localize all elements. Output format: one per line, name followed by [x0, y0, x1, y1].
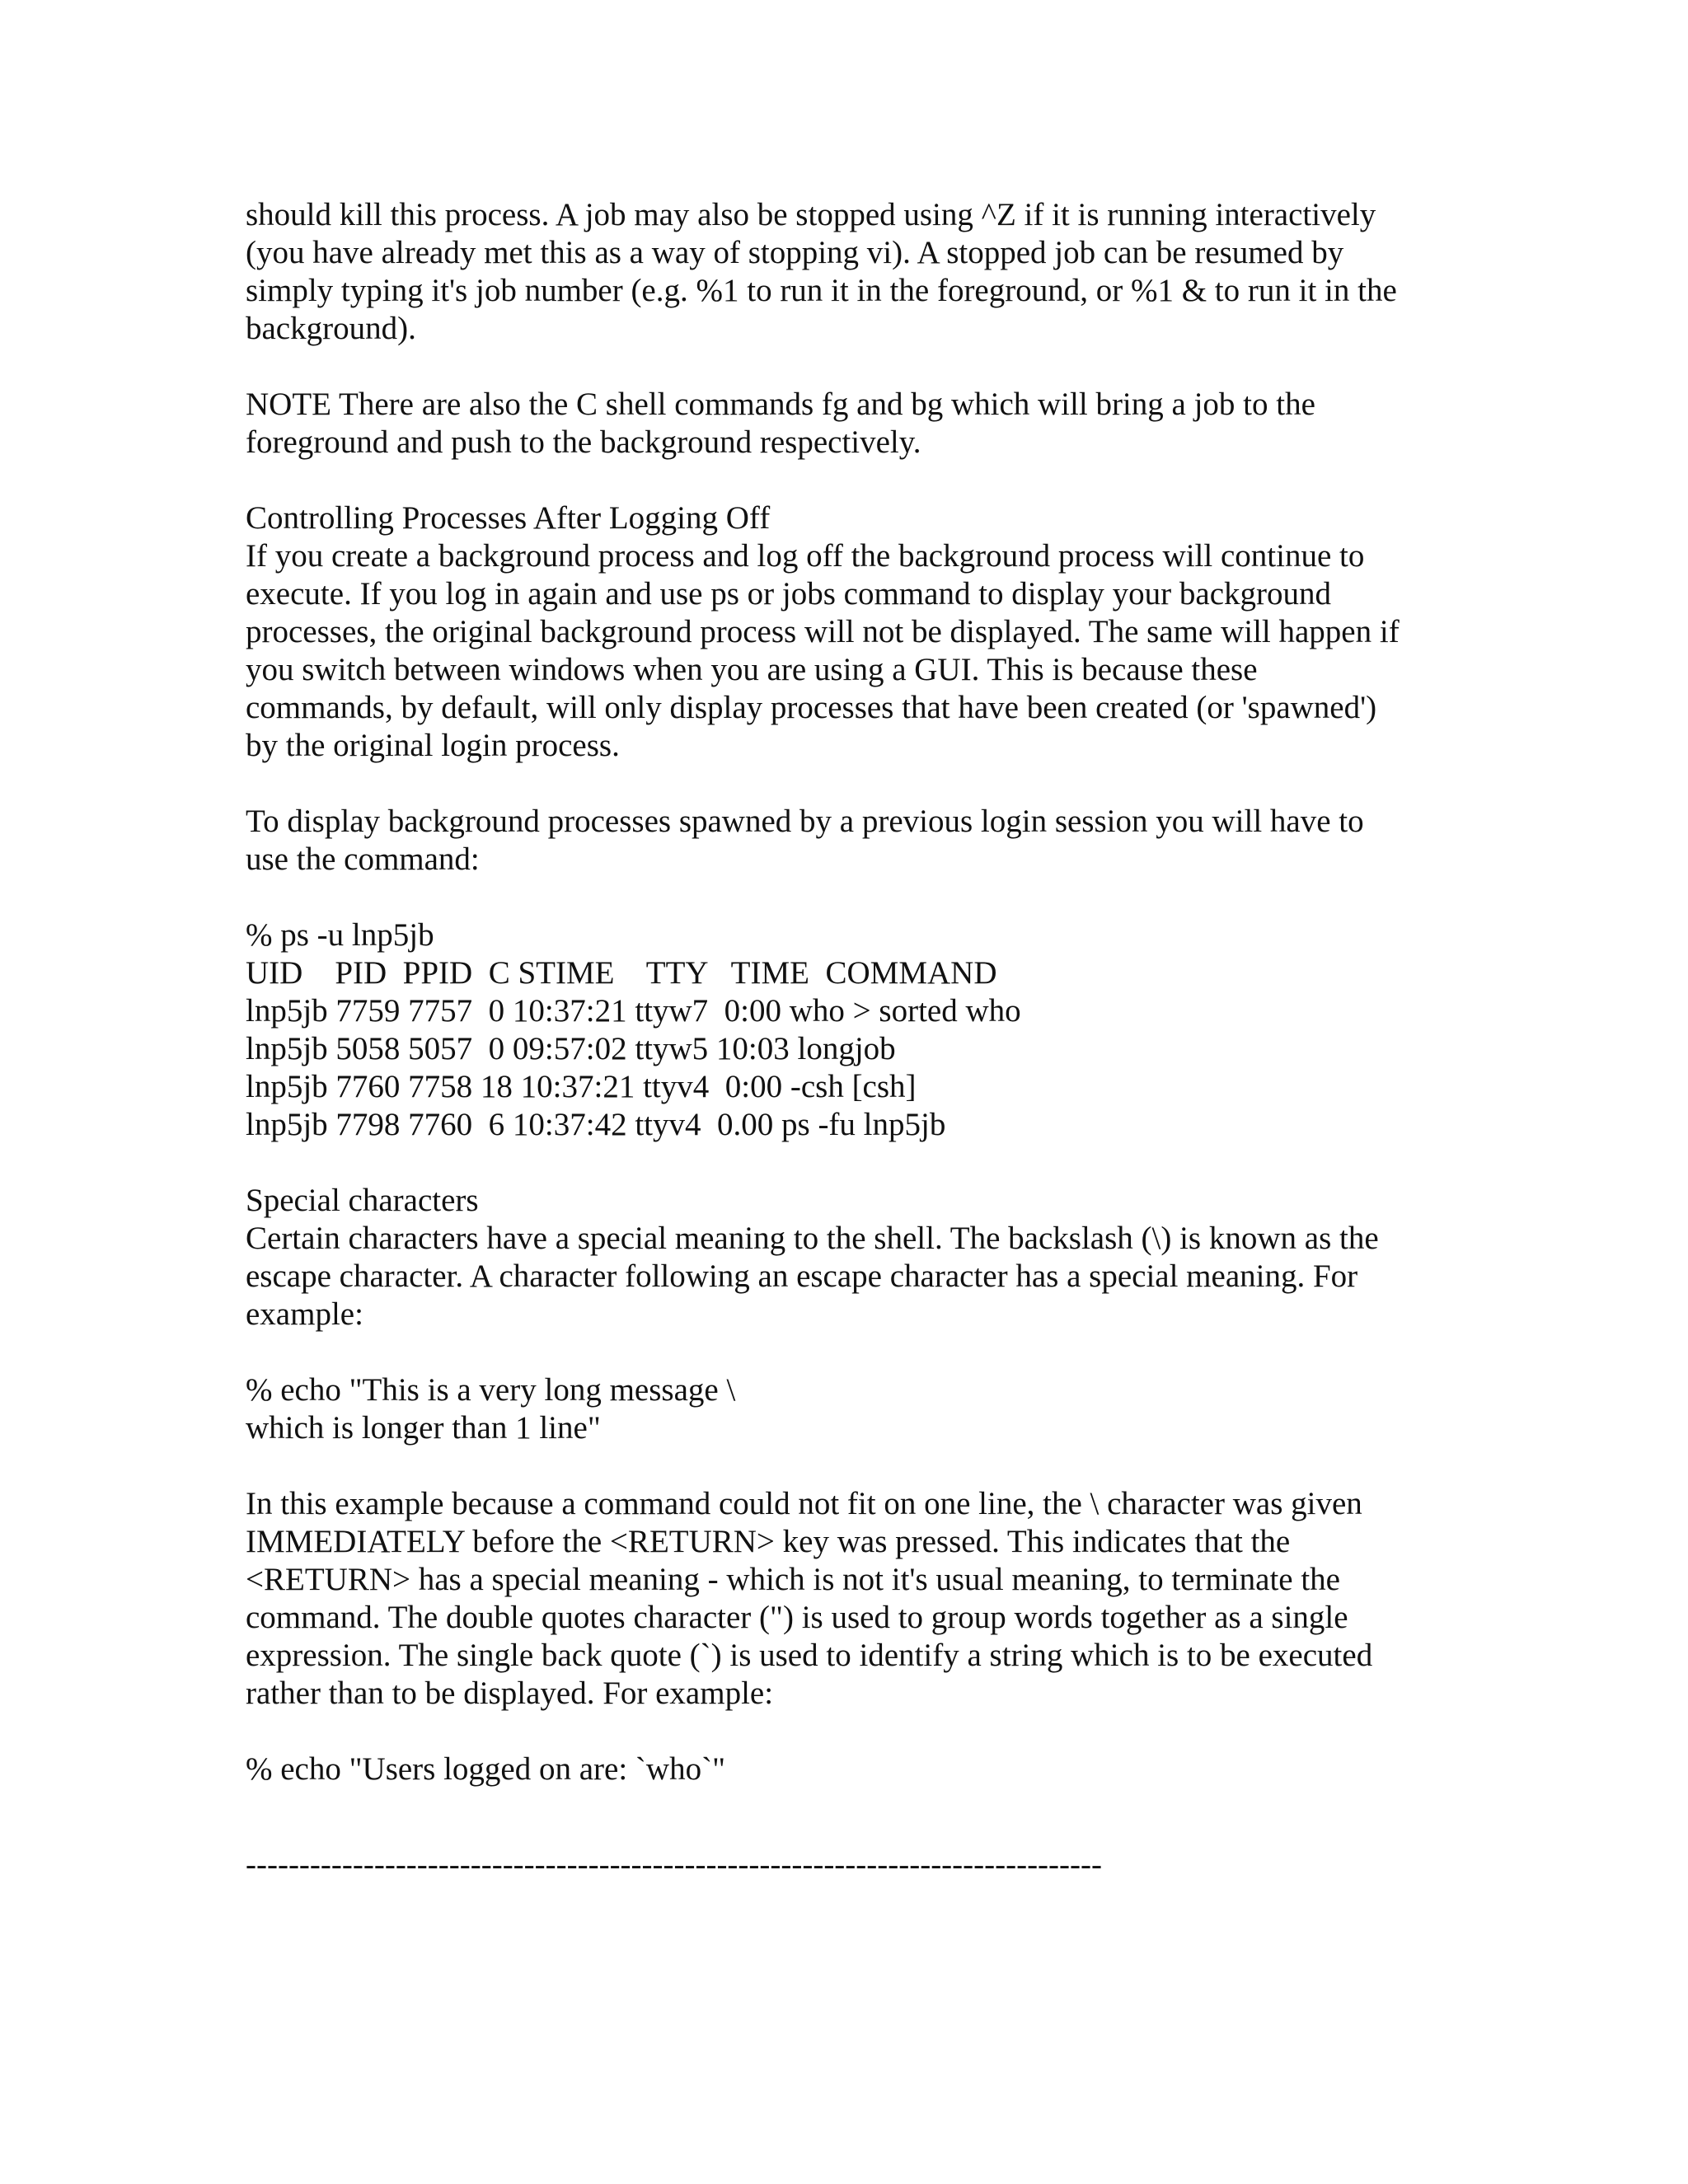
paragraph-display-processes [246, 803, 1449, 879]
text-line: simply typing it's job number (e.g. %1 to run it in the foreground, or %1 & to run it in the [246, 273, 1397, 308]
spacer [246, 1713, 1449, 1750]
text-line: NOTE There are also the C shell commands fg and bg which will bring a job to the [246, 387, 1315, 422]
table-row: lnp5jb 5058 5057 0 09:57:02 ttyw5 10:03 longjob [246, 1031, 896, 1066]
separator-line: -------------------------------------------------------------------------------- [246, 1847, 1102, 1882]
paragraph-job-control [246, 196, 1449, 348]
spacer [246, 1333, 1449, 1371]
text-line: IMMEDIATELY before the <RETURN> key was pressed. This indicates that the [246, 1524, 1291, 1559]
text-line: background). [246, 311, 416, 346]
section-controlling-processes [246, 499, 1449, 765]
note-paragraph [246, 386, 1449, 462]
spacer [246, 879, 1449, 916]
text-line: processes, the original background process will not be displayed. The same will happen if [246, 614, 1400, 649]
text-line: use the command: [246, 841, 480, 877]
text-line: expression. The single back quote (`) is used to identify a string which is to be executed [246, 1638, 1373, 1673]
text-line: execute. If you log in again and use ps or jobs command to display your background [246, 576, 1332, 612]
table-row: lnp5jb 7798 7760 6 10:37:42 ttyv4 0.00 ps -fu lnp5jb [246, 1107, 946, 1142]
text-line: foreground and push to the background respectively. [246, 424, 921, 460]
table-header: UID PID PPID C STIME TTY TIME COMMAND [246, 955, 997, 991]
section-heading: Special characters [246, 1183, 479, 1218]
text-line: To display background processes spawned by a previous login session you will have to [246, 804, 1364, 839]
text-line: escape character. A character following an escape character has a special meaning. For [246, 1258, 1358, 1294]
table-row: lnp5jb 7760 7758 18 10:37:21 ttyv4 0:00 -csh [csh] [246, 1069, 917, 1104]
spacer [246, 348, 1449, 386]
spacer [246, 462, 1449, 499]
spacer [246, 1144, 1449, 1182]
spacer [246, 1447, 1449, 1485]
spacer [246, 765, 1449, 803]
echo-example-multiline [246, 1371, 1449, 1447]
text-line: Certain characters have a special meaning to the shell. The backslash (\) is known as the [246, 1221, 1379, 1256]
paragraph-escape-explanation [246, 1485, 1449, 1713]
text-line: If you create a background process and log off the background process will continue to [246, 538, 1365, 574]
text-line: <RETURN> has a special meaning - which is not it's usual meaning, to terminate the [246, 1562, 1340, 1597]
text-line: rather than to be displayed. For example: [246, 1675, 774, 1711]
document-page [246, 196, 1449, 1788]
section-special-characters [246, 1182, 1449, 1333]
command-line: which is longer than 1 line" [246, 1410, 601, 1446]
command-line: % echo "Users logged on are: `who`" [246, 1751, 725, 1787]
text-line: example: [246, 1296, 363, 1332]
text-line: by the original login process. [246, 728, 620, 763]
command-line: % ps -u lnp5jb [246, 917, 434, 953]
text-line: command. The double quotes character (") is used to group words together as a single [246, 1600, 1348, 1635]
command-line: % echo "This is a very long message \ [246, 1372, 736, 1408]
text-line: (you have already met this as a way of stopping vi). A stopped job can be resumed by [246, 235, 1344, 270]
table-row: lnp5jb 7759 7757 0 10:37:21 ttyw7 0:00 who > sorted who [246, 993, 1021, 1029]
text-line: In this example because a command could not fit on one line, the \ character was given [246, 1486, 1362, 1521]
text-line: you switch between windows when you are using a GUI. This is because these [246, 652, 1258, 687]
echo-example-backquote [246, 1750, 1449, 1788]
text-line: should kill this process. A job may also be stopped using ^Z if it is running interactively [246, 197, 1376, 232]
ps-command-output [246, 916, 1449, 1144]
section-heading: Controlling Processes After Logging Off [246, 500, 771, 536]
text-line: commands, by default, will only display processes that have been created (or 'spawned') [246, 690, 1377, 725]
